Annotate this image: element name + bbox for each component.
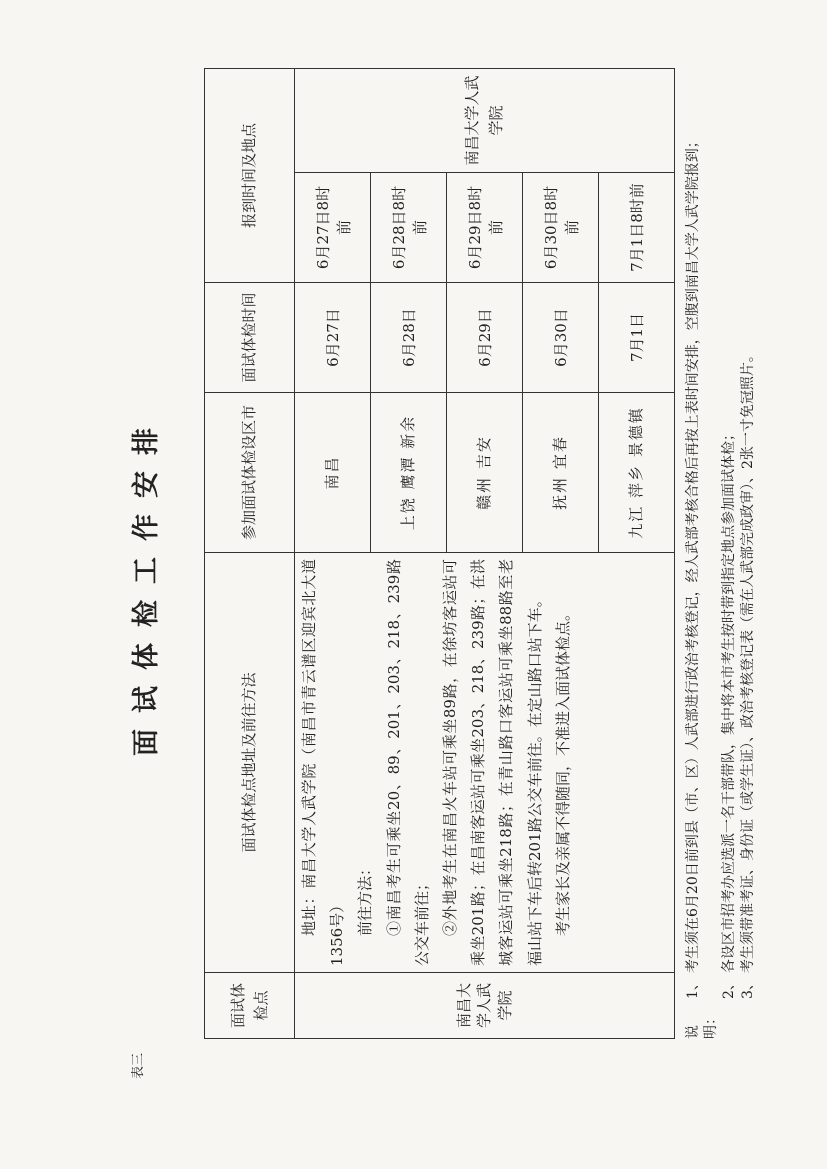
- header-address: 面试体检点地址及前往方法: [205, 553, 295, 973]
- cities-cell: 上饶 鹰潭 新余: [371, 393, 447, 553]
- report-time-cell: 6月30日8时前: [523, 173, 599, 283]
- note-text: 各设区市招考办应选派一名干部带队，集中将本市考生按时带到指定地点参加面试体检；: [721, 427, 738, 973]
- method-title: 前往方法：: [356, 860, 375, 936]
- cities-cell: 南昌: [295, 393, 371, 553]
- header-report: 报到时间及地点: [205, 68, 295, 282]
- table-label: 表三: [131, 1052, 146, 1079]
- note-item: [684, 79, 720, 1039]
- address-cell: [295, 553, 675, 973]
- method-1: ①南昌考生可乘坐20、89、201、203、218、239路公交车前往；: [384, 559, 431, 966]
- report-time-cell: 6月27日8时前: [295, 173, 371, 283]
- table-header-row: [205, 68, 295, 1038]
- note-number: 1、: [685, 976, 701, 999]
- note-text: 考生须在6月20日前到县（市、区）人武部进行政治考核登记，经人武部考核合格后再按上表时间安排，空腹到南昌大学人武学院报到；: [685, 134, 701, 973]
- header-site: 面试体检点: [205, 973, 295, 1039]
- report-location-cell: 南昌大学人武学院: [295, 68, 675, 172]
- page-title: 面试体检工作安排: [131, 412, 162, 756]
- method-2: ②外地考生在南昌火车站可乘坐89路，在徐坊客运站可乘坐201路；在昌南客运站可乘坐203、218、239路；在洪城客运站可乘坐218路；在青山路口客运站可乘坐88路至老福山站下车后转201路公交车前往。在定山路口站下车。: [440, 559, 544, 966]
- cities-cell: 抚州 宜春: [523, 393, 599, 553]
- report-time-cell: 6月28日8时前: [371, 173, 447, 283]
- time-cell: 6月30日: [523, 283, 599, 393]
- notes-lead: 说明：: [685, 1011, 720, 1039]
- site-name-cell: 南昌大学人武学院: [295, 973, 675, 1039]
- header-cities: 参加面试体检设区市: [205, 393, 295, 553]
- note-item: [720, 79, 738, 1039]
- cities-cell: 九江 萍乡 景德镇: [599, 393, 675, 553]
- note-number: 2、: [721, 976, 738, 999]
- table-row: [295, 68, 371, 1038]
- note-item: [739, 79, 757, 1039]
- note-text: 考生须带准考证、身份证（或学生证）、政治考核登记表（需在人武部完成政审）、2张一寸免冠照片。: [739, 348, 756, 973]
- report-time-cell: 6月29日8时前: [447, 173, 523, 283]
- time-cell: 6月27日: [295, 283, 371, 393]
- note-number: 3、: [739, 976, 756, 999]
- time-cell: 6月28日: [371, 283, 447, 393]
- schedule-table: [204, 68, 675, 1039]
- cities-cell: 赣州 吉安: [447, 393, 523, 553]
- header-time: 面试体检时间: [205, 283, 295, 393]
- notes: [684, 79, 757, 1039]
- method-3: 考生家长及亲属不得随同，不准进入面试体检点。: [553, 605, 572, 936]
- time-cell: 7月1日: [599, 283, 675, 393]
- address-text: 地址：南昌大学人武学院（南昌市青云谱区迎宾北大道1356号）: [300, 559, 347, 966]
- report-time-cell: 7月1日8时前: [599, 173, 675, 283]
- time-cell: 6月29日: [447, 283, 523, 393]
- document-page: [64, 59, 764, 1109]
